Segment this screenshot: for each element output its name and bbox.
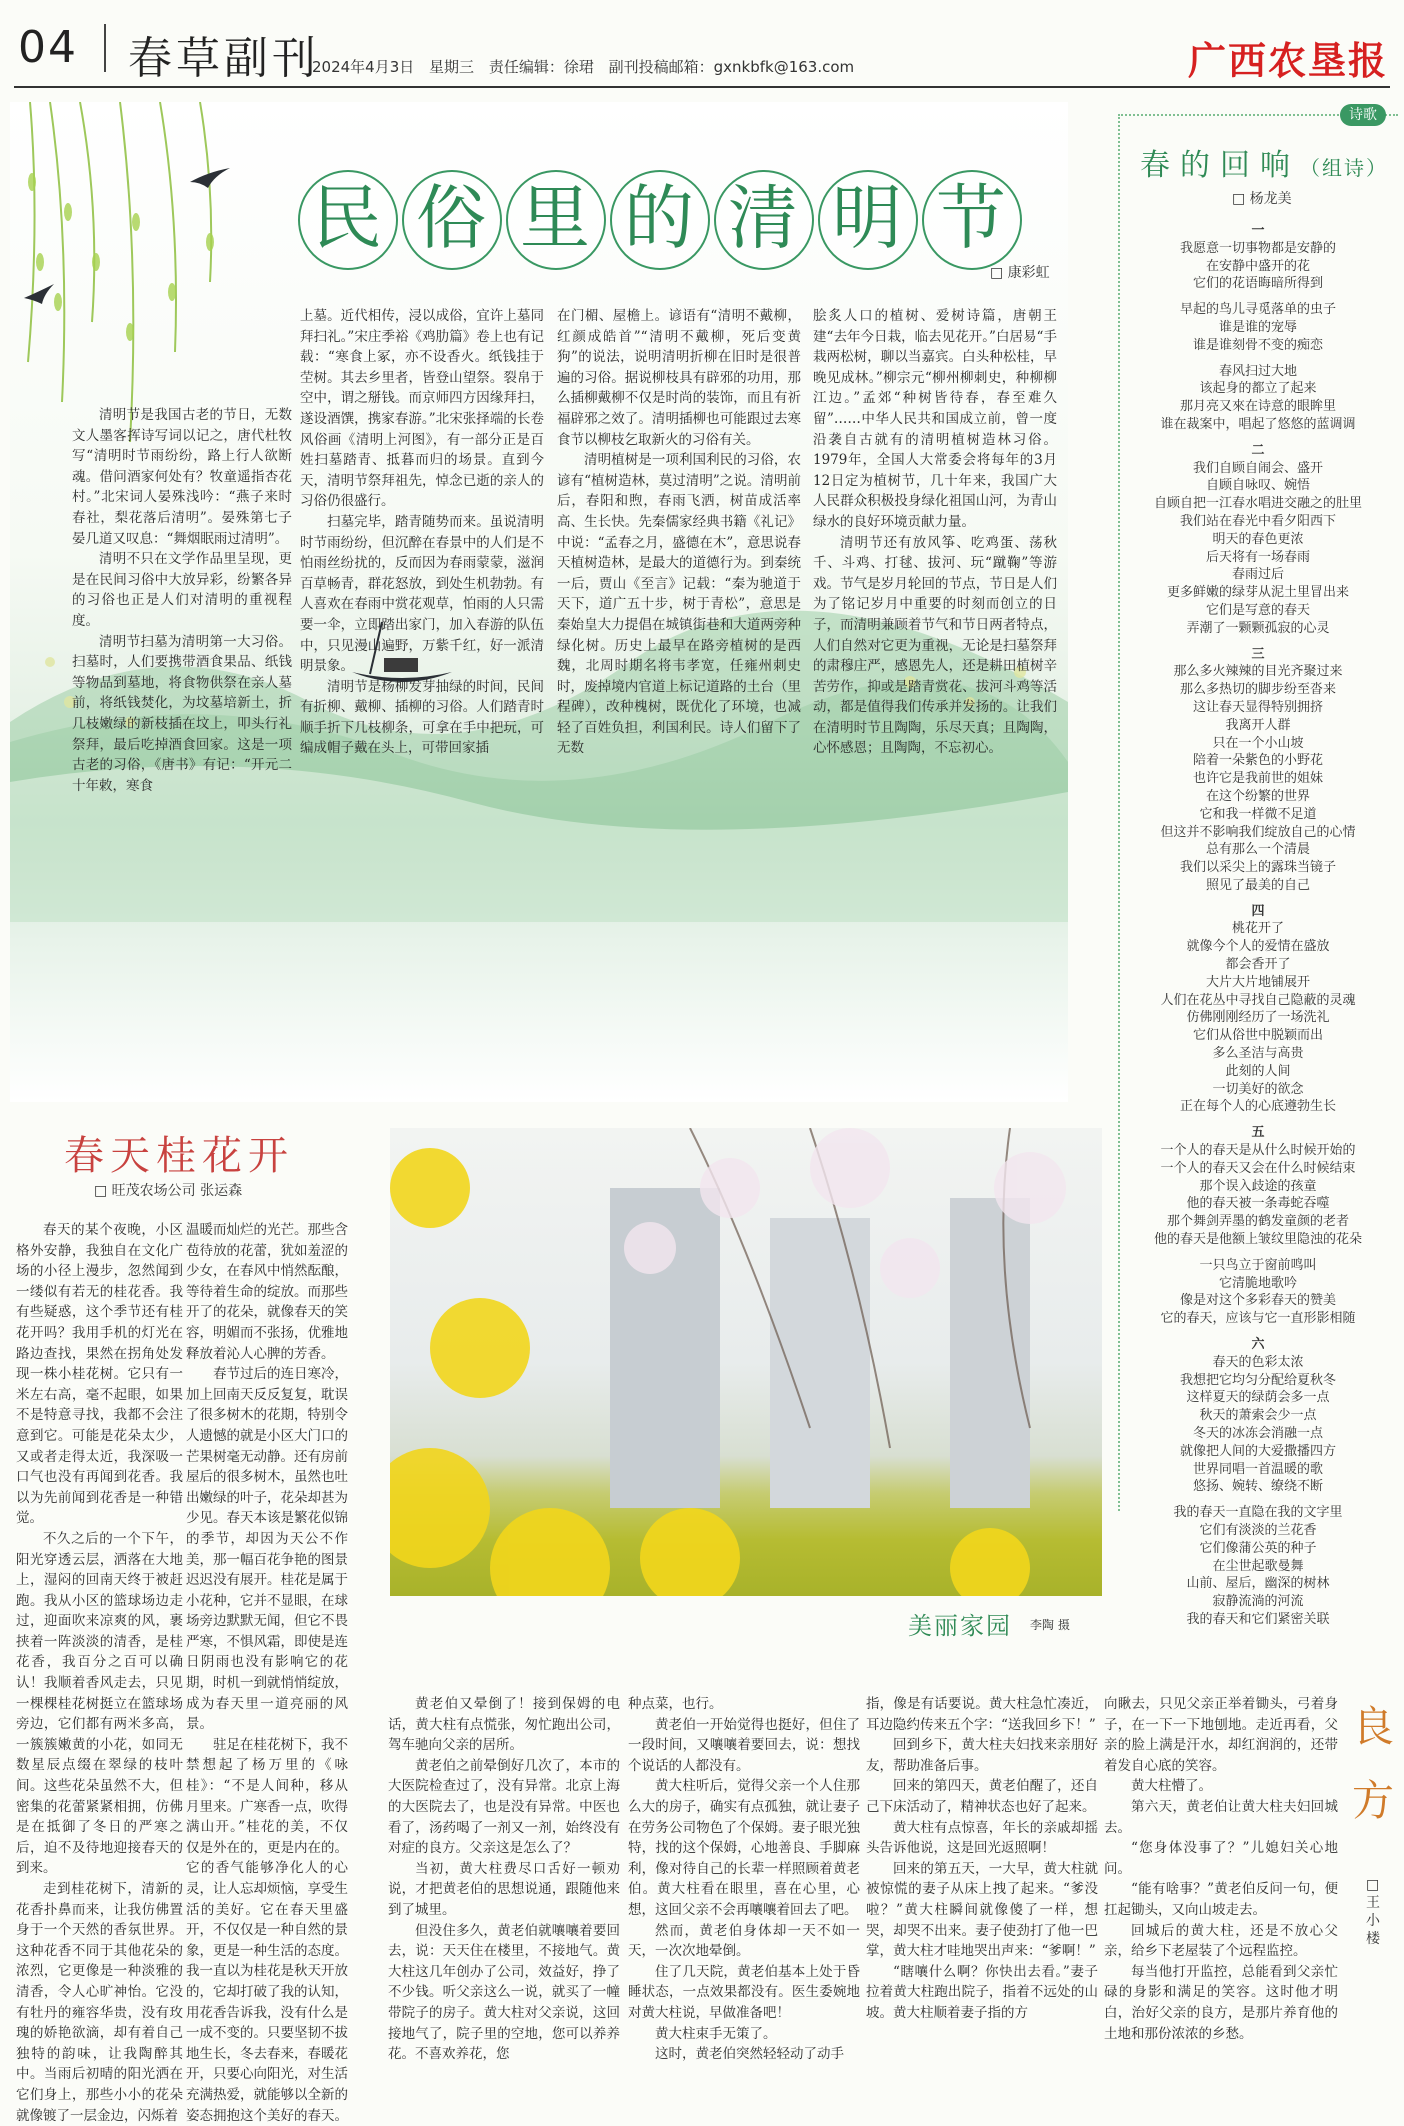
poem-line: 大片大片地铺展开 [1205,974,1310,990]
poem-line: 我们以采尖上的露珠当镜子 [1179,860,1336,876]
poem-line: 在尘世起歌曼舞 [1212,1558,1304,1574]
header-divider [104,24,106,72]
submission-email: 副刊投稿邮箱：gxnkbfk@163.com [608,58,855,76]
poem-line [1124,293,1392,301]
poem-line: 早起的鸟儿寻觅落单的虫子 [1179,302,1336,318]
main-article-column-1 [72,405,292,796]
poem-line: 只在一个小山坡 [1212,735,1304,751]
poem-line: 但这并不影响我们绽放自己的心情 [1160,824,1356,840]
paragraph: “您身体没事了？”儿媳妇关心地问。 [1104,1840,1338,1877]
paragraph: 回来的第五天，一大早，黄大柱就被惊慌的妻子从床上拽了起来。“爹没啦？”黄大柱瞬间就像傻了一样，想哭，却哭不出来。妻子使劲打了他一巴掌，黄大柱才哇地哭出声来：“爹啊！” [866,1860,1098,1960]
poem-line: 在安静中盛开的花 [1205,258,1310,274]
poem-line: 人们在花丛中寻找自己隐蔽的灵魂 [1160,992,1356,1008]
title-char: 民 [298,170,398,270]
poetry-tag: 诗歌 [1340,104,1386,126]
poem-section [1124,1336,1392,1629]
poem-line: 它们有淡淡的兰花香 [1199,1522,1317,1538]
poem-line [1124,1496,1392,1504]
poem-line: 谁是谁的宠辱 [1218,319,1297,335]
poetry-body [1124,222,1392,1637]
paragraph: 种点菜，也行。 [628,1696,723,1712]
newspaper-logo: 广西农垦报 [1187,38,1388,83]
poem-line: 这样夏天的绿荫会多一点 [1186,1390,1330,1406]
poem-line: 我愿意一切事物都是安静的 [1179,240,1336,256]
paragraph: 但没住多久，黄老伯就嚷嚷着要回去，说：天天住在楼里，不接地气。黄大柱这几年创办了公司，效益好，挣了不少钱。听父亲这么一说，就买了一幢带院子的房子。黄大柱对父亲说，这回接地气了，院子里的空地，您可以养养花。不喜欢养花，您 [388,1922,620,2063]
poem-line: 春天的色彩太浓 [1212,1354,1304,1370]
main-article-column-3 [557,306,801,759]
paragraph: 上墓。近代相传，浸以成俗，宜许上墓同拜扫礼。”宋庄季裕《鸡肋篇》卷上也有记载：“寒食上冢，亦不设香火。纸钱挂于茔树。其去乡里者，皆登山望祭。裂帛于空中，谓之掰钱。而京师四方因缘拜扫，遂设酒馔，携家春游。”北宋张择端的长卷风俗画《清明上河图》，有一部分正是百姓扫墓踏青、抵暮而归的场景。直到今天，清明节祭拜祖先，悼念已逝的亲人的习俗仍很盛行。 [300,308,544,510]
poem-line: 冬天的冰冻会消融一点 [1192,1426,1323,1441]
poetry-subtitle: （组诗） [1300,156,1388,180]
paragraph: 清明节是我国古老的节日，无数文人墨客挥诗写词以记之，唐代杜牧写“清明时节雨纷纷，路上行人欲断魂。借问酒家何处有？牧童遥指杏花村。”北宋词人晏殊浅吟：“燕子来时春社，梨花落后清明”。晏殊第七子晏几道又叹息：“舞烟眠雨过清明”。 [72,407,292,547]
poem-line: 照见了最美的自己 [1205,877,1310,893]
poem-line: 一个人的春天是从什么时候开始的 [1160,1143,1356,1159]
poem-section-number: 三 [1251,646,1265,662]
poem-line: 世界同唱一首温暖的歌 [1192,1461,1323,1477]
paragraph: 驻足在桂花树下，我不禁想起了杨万里的《咏桂》：“不是人间种，移从月里来。广寒香一点，吹得满山开。”桂花的美，不仅仅是外在的，更是内在的。它的香气能够净化人的心灵，让人忘却烦恼，享受生活的美好。它在春天里盛开，不仅仅是一种自然的景象，更是一种生活的态度。我一直以为桂花是秋天开放的，它却打破了我的认知，用花香告诉我，没有什么是一成不变的。只要坚韧不拔地生长，冬去春来，春暖花开，只要心向阳光，对生活充满热爱，就能够以全新的姿态拥抱这个美好的春天。 [186,1736,348,2124]
poem-line: 总有那么一个清晨 [1205,842,1310,858]
paragraph: 回来的第四天，黄老伯醒了，还自己下床活动了，精神状态也好了起来。 [866,1778,1098,1815]
poem-line: 那么多火辣辣的目光齐聚过来 [1173,664,1343,680]
paragraph: 黄老伯又晕倒了！接到保姆的电话，黄大柱有点慌张，匆忙跑出公司，驾车驰向父亲的居所。 [388,1696,620,1754]
paragraph: 回到乡下，黄大柱夫妇找来亲朋好友，帮助准备后事。 [866,1737,1098,1774]
poem-line: 它们的花语晦暗所得到 [1192,276,1323,292]
header-rule [14,86,1390,88]
poem-line: 正在每个人的心底遵勃生长 [1179,1099,1336,1115]
main-article-column-2 [300,306,544,759]
paragraph: 黄大柱束手无策了。 [655,2025,777,2042]
swallow-icon [24,284,54,304]
poem-line: 弄潮了一颗颗孤寂的心灵 [1186,620,1330,636]
paragraph: 春天的某个夜晚，小区格外安静，我独自在文化广场的小径上漫步，忽然闻到一缕似有若无的桂花香。我有些疑惑，这个季节还有桂花开吗？我用手机的灯光在路边查找，果然在拐角处发现一株小桂花树。它只有一米左右高，毫不起眼，如果不是特意寻找，我都不会注意到它。可能是花朵太少，又或者走得太近，我深吸一口气也没有再闻到花香。我以为先前闻到花香是一种错觉。 [16,1222,183,1527]
paragraph: 清明节扫墓为清明第一大习俗。扫墓时，人们要携带酒食果品、纸钱等物品到墓地，将食物供祭在亲人墓前，将纸钱焚化，为坟墓培新土，折几枝嫩绿的新枝插在坟上，叩头行礼祭拜，最后吃掉酒食回家。这是一项古老的习俗，《唐书》有记：“开元二十年敕，寒食 [72,633,292,794]
poem-line: 那么多热切的脚步纷至沓来 [1179,682,1336,698]
section-title: 春草副刊 [128,33,320,84]
poem-line: 后天将有一场春雨 [1205,549,1310,565]
poem-line: 我们自顾自闹会、盛开 [1192,460,1323,476]
paragraph: 走到桂花树下，清新的花香扑鼻而来，让我仿佛置身于一个天然的香氛世界。这种花香不同于其他花朵的浓烈，它更像是一种淡雅的清香，令人心旷神怡。它没有牡丹的雍容华贵，没有玫瑰的娇艳欲滴，却有着自己独特的韵味，让我陶醉其中。当雨后初晴的阳光洒在它们身上，那些小小的花朵就像镀了一层金边，闪烁着 [16,1881,183,2124]
poem-line: 他的春天被一条毒蛇吞噬 [1186,1196,1330,1212]
paragraph: “能有啥事？”黄老伯反问一句，便扛起锄头，又向山坡走去。 [1104,1881,1338,1918]
poem-line: 它的春天，应该与它一直形影相随 [1160,1311,1356,1327]
poem-line: 就像把人间的大爱撒播四方 [1179,1443,1336,1459]
title-char: 节 [922,170,1022,270]
poem-line: 它们从俗世中脱颖而出 [1192,1028,1323,1044]
poem-line: 更多鲜嫩的绿芽从泥土里冒出来 [1166,585,1349,601]
poem-section [1124,903,1392,1117]
poem-line: 一只鸟立于窗前鸣叫 [1199,1257,1317,1273]
liangfang-title-char: 良 [1352,1702,1395,1751]
paragraph: 黄大柱懵了。 [1131,1778,1212,1795]
poem-line: 那个舞剑弄墨的鹤发童颜的老者 [1166,1214,1349,1230]
poem-line: 我的春天和它们紧密关联 [1186,1611,1330,1627]
poem-line: 我们站在春光中看夕阳西下 [1179,513,1336,529]
poem-section-number: 六 [1251,1337,1265,1353]
paragraph: 黄老伯之前晕倒好几次了，本市的大医院检查过了，没有异常。北京上海的大医院去了，也是没有异常。中医也看了，汤药喝了一剂又一剂，始终没有对症的良方。父亲这是怎么了？ [388,1757,620,1857]
paragraph: 不久之后的一个下午，阳光穿透云层，洒落在大地上，湿闷的回南天终于被赶跑。我从小区的篮球场边走过，迎面吹来凉爽的风，裹挟着一阵淡淡的清香，是桂花香，我百分之百可以确认！我顺着香风走去，只见一棵棵桂花树挺立在篮球场旁边，它们都有两米多高，一簇簇嫩黄的小花，如同无数星辰点缀在翠绿的枝叶间。这些花朵虽然不大，但密集的花蕾紧紧相拥，仿佛是在抵御了冬日的严寒之后，迫不及待地迎接春天的到来。 [16,1530,183,1877]
poem-section [1124,1124,1392,1328]
poem-line: 就像今个人的爱情在盛放 [1186,939,1330,955]
poem-line: 都会香开了 [1225,957,1291,973]
page-number: 04 [18,22,78,73]
liangfang-column-1 [388,1694,620,2065]
poem-line: 寂静流淌的河流 [1212,1594,1304,1610]
poem-line: 我想把它均匀分配给夏秋冬 [1179,1372,1336,1388]
liangfang-column-2 [628,1694,860,2065]
paragraph: 清明节还有放风筝、吃鸡蛋、荡秋千、斗鸡、打毬、拔河、玩“蹴鞠”等游戏。节气是岁月轮回的节点，节日是人们为了铭记岁月中重要的时刻而创立的日子，而清明兼顾着节气和节日两者特点，人们自然对它更为重视，无论是扫墓祭拜的肃穆庄严，感恩先人，还是耕田植树辛苦劳作，抑或是踏青赏花、拔河斗鸡等活动，都是值得我们传承并发扬的。让我们在清明时节且陶陶，乐尽天真；且陶陶，心怀感恩；且陶陶，不忘初心。 [813,534,1057,757]
photo-caption: 美丽家园 [908,1612,1012,1640]
poem-line: 谁是谁刻骨不变的痴恋 [1192,337,1323,353]
poem-section-number: 一 [1251,223,1265,238]
editor-credit: 责任编辑：徐珺 [488,58,594,76]
paragraph: 清明节是杨柳发芽抽绿的时间，民间有折柳、戴柳、插柳的习俗。人们踏青时顺手折下几枝柳条，可拿在手中把玩，可编成帽子戴在头上，可带回家插 [300,678,544,757]
photo-credit: 李陶 摄 [1030,1618,1070,1632]
poem-line: 谁在裁案中，唱起了悠悠的蓝调调 [1160,416,1356,432]
main-article-author: □ 康彩虹 [990,265,1050,281]
poem-line: 悠扬、婉转、缭绕不断 [1192,1479,1323,1495]
paragraph: 黄大柱有点惊喜，年长的亲戚却摇头告诉他说，这是回光返照啊！ [866,1819,1098,1857]
poetry-title-text: 春的回响 [1140,148,1300,183]
liangfang-column-4 [1104,1694,1338,2044]
poem-section-number: 五 [1251,1125,1265,1141]
poem-line [1124,1249,1392,1257]
poem-line: 多么圣洁与高贵 [1212,1046,1304,1062]
poem-line: 这让春天显得特别拥挤 [1192,699,1323,715]
title-char: 的 [610,170,710,270]
poem-line: 那个误入歧途的孩童 [1199,1178,1317,1194]
osmanthus-article-title: 春天桂花开 [64,1133,294,1179]
spring-photo [390,1128,1102,1596]
paragraph: 黄老伯一开始觉得也挺好，但住了一段时间，又嚷嚷着要回去，说：想找个说话的人都没有。 [628,1716,860,1774]
poetry-author: □ 杨龙美 [1232,191,1292,207]
paragraph: 每当他打开监控，总能看到父亲忙碌的身影和满足的笑容。这时他才明白，治好父亲的良方，是那片养育他的土地和那份浓浓的乡愁。 [1104,1963,1338,2042]
paragraph: 脍炙人口的植树、爱树诗篇，唐朝王建“去年今日栽，临去见花开。”白居易“手栽两松树，聊以当嘉宾。白头种松桂，早晚见成林。”柳宗元“柳州柳刺史，种柳柳江边。”孟郊“种树皆待春，春至难久留”……中华人民共和国成立前，曾一度沿袭自古就有的清明植树造林习俗。1979年，全国人大常委会将每年的3月12日定为植树节，几十年来，我国广大人民群众积极投身绿化祖国山河，为青山绿水的良好环境贡献力量。 [813,308,1057,530]
poem-line: 该起身的都立了起来 [1199,381,1317,397]
paragraph: 第六天，黄老伯让黄大柱夫妇回城去。 [1104,1798,1338,1836]
poem-line: 他的春天是他额上皱纹里隐浊的花朵 [1153,1232,1362,1248]
poem-line: 春风扫过大地 [1218,363,1297,379]
osmanthus-article-author: □ 旺茂农场公司 张运森 [94,1183,243,1199]
poem-line: 仿佛刚刚经历了一场洗礼 [1186,1010,1330,1026]
paragraph: 住了几天院，黄老伯基本上处于昏睡状态，一点效果都没有。医生委婉地对黄大柱说，早做准备吧！ [628,1963,860,2021]
paragraph: 春节过后的连日寒冷，加上回南天反反复复，耽误了很多树木的花期，特别令人遗憾的就是小区大门口的芒果树毫无动静。还有房前屋后的很多树木，虽然也吐出嫩绿的叶子，花朵却甚为少见。春天本该是繁花似锦的季节，却因为天公不作美，那一幅百花争艳的图景迟迟没有展开。桂花是属于小花种，它并不显眼，在球场旁边默默无闻，但它不畏严寒，不惧风霜，即使是连日阴雨也没有影响它的花期，时机一到就悄悄绽放，成为春天里一道亮丽的风景。 [186,1366,348,1733]
liangfang-title-char: 方 [1352,1776,1395,1825]
title-char: 里 [506,170,606,270]
poem-line: 明天的春色更浓 [1212,531,1304,547]
main-article-column-4 [813,306,1057,759]
poem-line: 一个人的春天又会在什么时候结束 [1160,1160,1356,1176]
poem-line: 它们像蒲公英的种子 [1199,1540,1317,1556]
poem-line: 像是对这个多彩春天的赞美 [1179,1293,1336,1309]
title-char: 清 [714,170,814,270]
poem-section [1124,442,1392,638]
paragraph: 回城后的黄大柱，还是不放心父亲，给乡下老屋装了个远程监控。 [1104,1922,1338,1960]
poem-line: 我的春天一直隐在我的文字里 [1173,1505,1343,1521]
poem-line: 那月亮又來在诗意的眼眸里 [1179,399,1336,415]
paragraph: 在门楣、屋檐上。谚语有“清明不戴柳，红颜成皓首”“清明不戴柳，死后变黄狗”的说法，说明清明折柳在旧时是很普遍的习俗。据说柳枝具有辟邪的功用，那么插柳戴柳不仅是时尚的装饰，而且有祈福辟邪之效了。清明插柳也可能跟过去寒食节以柳枝乞取新火的习俗有关。 [557,308,801,448]
paragraph: 这时，黄老伯突然轻轻动了动手 [655,2046,844,2063]
header-meta [312,56,864,77]
liangfang-author: □ 王小楼 [1366,1877,1380,1947]
poem-line: 它和我一样微不足道 [1199,806,1317,822]
poem-section [1124,222,1392,434]
poem-line: 一切美好的欲念 [1212,1081,1304,1097]
poem-line: 它清脆地歌吟 [1218,1275,1297,1291]
issue-date: 2024年4月3日 [312,58,415,76]
main-article-title [298,170,1026,270]
poem-section [1124,646,1392,895]
paragraph: 清明不只在文学作品里呈现，更是在民间习俗中大放异彩，纷繁各异的习俗也正是人们对清明的重视程度。 [72,551,292,629]
paragraph: 向瞅去，只见父亲正举着锄头，弓着身子，在一下一下地刨地。走近再看，父亲的脸上满是汗水，却红润润的，还带着发自心底的笑容。 [1104,1696,1338,1774]
paragraph: 清明植树是一项利国利民的习俗，农谚有“植树造林，莫过清明”之说。清明前后，春阳和煦，春雨飞洒，树苗成活率高、生长快。先秦儒家经典书籍《礼记》中说：“孟春之月，盛德在木”，意思说春天植树造林，是最大的道德行为。到秦统一后，贾山《至言》记载：“秦为驰道于天下，道广五十步，树于青松”，意思是秦始皇大力提倡在城镇街巷和大道两旁种绿化树。历史上最早在路旁植树的是西魏，北周时期名将韦孝宽，任雍州刺史时，废掉境内官道上标记道路的土台（里程碑），改种槐树，既优化了环境，也减轻了百姓负担，利国利民。诗人们留下了无数 [557,452,801,757]
poem-line: 此刻的人间 [1225,1063,1291,1079]
poem-line: 桃花开了 [1231,921,1284,937]
osmanthus-column-2 [186,1220,348,2126]
poem-line: 也许它是我前世的姐妹 [1192,771,1323,787]
paragraph: 温暖而灿烂的光芒。那些含苞待放的花蕾，犹如羞涩的少女，在春风中悄然酝酿，等待着生命的绽放。而那些开了的花朵，就像春天的笑容，明媚而不张扬，优雅地释放着沁人心脾的芳香。 [186,1222,348,1362]
paragraph: 然而，黄老伯身体却一天不如一天，一次次地晕倒。 [628,1922,860,1960]
poem-section-number: 四 [1251,903,1265,919]
poem-line: 它们是写意的春天 [1205,602,1310,618]
poem-line [1124,355,1392,363]
poem-line: 自顾自咏叹、婉悟 [1205,478,1310,494]
poem-line: 春雨过后 [1231,567,1284,583]
title-char: 俗 [402,170,502,270]
poem-line: 在这个纷繁的世界 [1205,788,1310,804]
paragraph: 黄大柱听后，觉得父亲一个人住那么大的房子，确实有点孤独，就让妻子在劳务公司物色了个保姆。妻子眼光独特，找的这个保姆，心地善良、手脚麻利，像对待自己的长辈一样照顾着黄老伯。黄大柱看在眼里，喜在心里，心想，这回父亲不会再嚷嚷着回去了吧。 [628,1778,860,1918]
paragraph: 指，像是有话要说。黄大柱急忙凑近，耳边隐约传来五个字：“送我回乡下！” [866,1696,1098,1733]
issue-weekday: 星期三 [429,58,475,76]
photo-scene [390,1128,1102,1596]
liangfang-column-3 [866,1694,1098,2024]
poem-line: 秋天的萧索会少一点 [1199,1408,1317,1424]
title-char: 明 [818,170,918,270]
poetry-title [1140,140,1388,184]
poem-line: 我离开人群 [1225,717,1291,733]
paragraph: “瞎嚷什么啊？你快出去看。”妻子拉着黄大柱跑出院子，指着不远处的山坡。黄大柱顺着妻子指的方 [866,1963,1098,2021]
paragraph: 当初，黄大柱费尽口舌好一顿劝说，才把黄老伯的思想说通，跟随他来到了城里。 [388,1860,620,1918]
poem-section-number: 二 [1251,442,1265,458]
poem-line: 山前、屋后，幽深的树林 [1186,1576,1330,1592]
osmanthus-column-1 [16,1220,183,2126]
poem-line: 自顾自把一江春水唱进交融之的肚里 [1153,496,1362,512]
poem-line: 陪着一朵紫色的小野花 [1192,753,1323,769]
paragraph: 扫墓完毕，踏青随势而来。虽说清明时节雨纷纷，但沉醉在春景中的人们是不怕雨丝纷扰的，反而因为春雨蒙蒙，滋润百草畅青，群花怒放，到处生机勃勃。有人喜欢在春雨中赏花观草，怕雨的人只需要一伞，立即踏出家门，加入春游的队伍中，只见漫山遍野，万紫千红，好一派清明景象。 [300,513,544,675]
